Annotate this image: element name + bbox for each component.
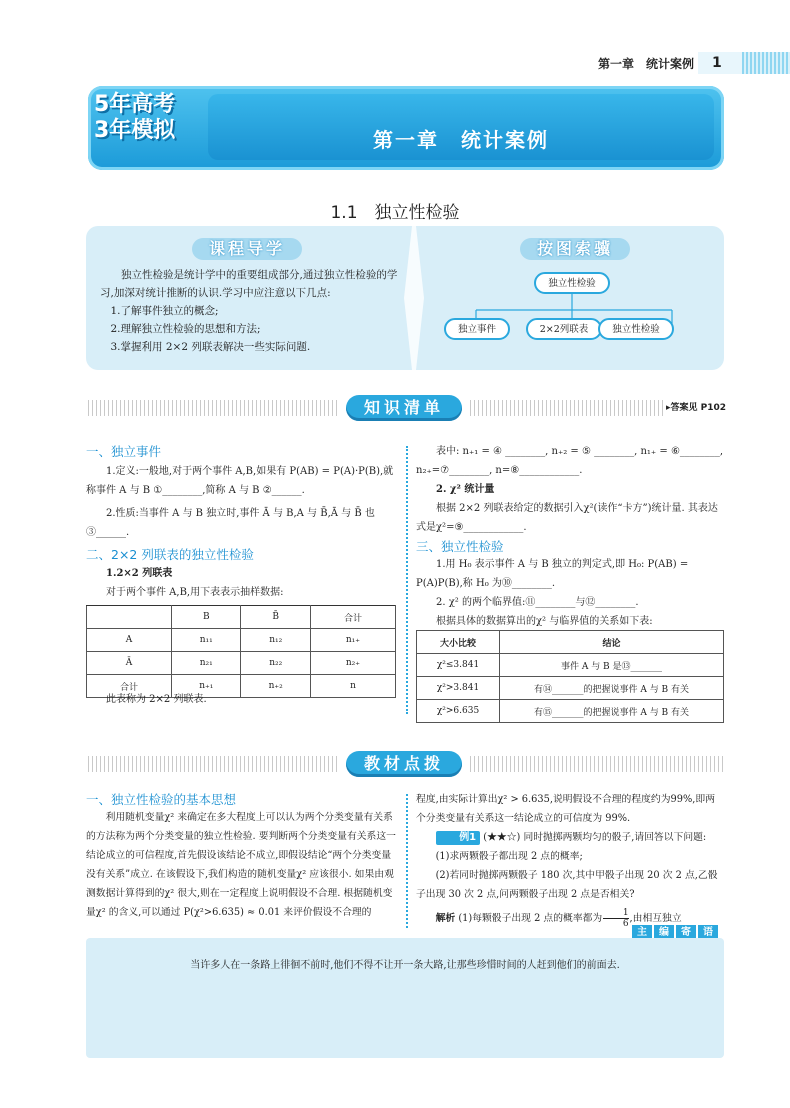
s2-p1: 对于两个事件 A,B,用下表表示抽样数据: xyxy=(106,587,284,598)
r-sub2: 2. χ² 统计量 xyxy=(436,484,495,495)
fraction-denominator: 6 xyxy=(622,919,629,929)
table-cell: n₂₁ xyxy=(172,652,241,675)
guide-point-3: 3.掌握利用 2×2 列联表解决一些实际问题. xyxy=(110,341,311,353)
table-cell: 结论 xyxy=(500,631,724,654)
guide-text xyxy=(100,266,400,356)
table-cell: 事件 A 与 B 是⑬_______ xyxy=(500,654,724,677)
header-stripe xyxy=(742,52,790,74)
section-title: 1.1 独立性检验 xyxy=(330,203,460,223)
table-cell: n₁₁ xyxy=(172,629,241,652)
table-cell: n₂₊ xyxy=(310,652,395,675)
analysis-text: (1)每颗骰子出现 2 点的概率都为 xyxy=(458,913,603,924)
stripe-right-2 xyxy=(470,756,724,772)
table-cell: n xyxy=(310,675,395,698)
page-number: 1 xyxy=(698,52,742,74)
table-row xyxy=(417,677,724,700)
example-q1: (1)求两颗骰子都出现 2 点的概率; xyxy=(435,851,583,862)
table-row xyxy=(417,700,724,723)
mindmap-child-3: 独立性检验 xyxy=(598,318,674,340)
quote-text: 当许多人在一条路上徘徊不前时,他们不得不让开一条大路,让那些珍惜时间的人赶到他们的前面去. xyxy=(190,960,620,971)
s1-heading: 一、独立事件 xyxy=(86,444,162,459)
column-divider xyxy=(406,446,408,714)
s1-p1: 1.定义:一般地,对于两个事件 A,B,如果有 P(AB) = P(A)·P(B),就称事件 A 与 B ①________,简称 A 与 B ②______. xyxy=(86,466,394,496)
quote-tag-char: 编 xyxy=(654,925,674,941)
quote-box xyxy=(86,938,724,1058)
s3-heading: 三、独立性检验 xyxy=(416,539,504,554)
running-header-chapter: 第一章 统计案例 xyxy=(597,57,694,71)
s3-body xyxy=(416,555,724,631)
s3-p2: 2. χ² 的两个临界值:⑪________与⑫________. xyxy=(436,597,639,608)
fraction-numerator: 1 xyxy=(603,908,628,919)
table-cell: χ²>6.635 xyxy=(417,700,500,723)
column-divider-2 xyxy=(406,794,408,928)
table-row xyxy=(87,652,396,675)
stripe-left xyxy=(88,400,340,416)
table-cell: n₁₊ xyxy=(310,629,395,652)
table-cell: 有⑭_______的把握说事件 A 与 B 有关 xyxy=(500,677,724,700)
logo-line1: 5年高考 xyxy=(94,92,176,117)
s2-body xyxy=(86,564,396,602)
example-q2: (2)若同时抛掷两颗骰子 180 次,其中甲骰子出现 20 次 2 点,乙骰子出现 30 次 2 点,问两颗骰子出现 2 点是否相关? xyxy=(416,870,718,900)
table-cell: n₁₂ xyxy=(241,629,310,652)
table-cell: A xyxy=(87,629,172,652)
guide-panel xyxy=(86,226,724,370)
quote-tag xyxy=(632,920,724,938)
logo-line2: 3年模拟 xyxy=(94,118,176,143)
guide-intro: 独立性检验是统计学中的重要组成部分,通过独立性检验的学习,加深对统计推断的认识.学习中应注意以下几点: xyxy=(100,269,398,299)
stripe-right xyxy=(470,400,666,416)
s3-p1: 1.用 H₀ 表示事件 A 与 B 独立的判定式,即 H₀: P(AB) = P(A)P(B),称 H₀ 为⑩________. xyxy=(416,559,689,589)
table-cell: n₊₁ xyxy=(172,675,241,698)
banner-inner xyxy=(208,94,714,160)
knowledge-title: 知识清单 xyxy=(346,395,462,421)
s1-body xyxy=(86,462,396,542)
guide-point-1: 1.了解事件独立的概念; xyxy=(110,305,219,317)
quote-tag-char: 语 xyxy=(698,925,718,941)
r-p2: 根据 2×2 列联表给定的数据引入χ²(读作“卡方”)统计量. 其表达式是χ²=⑨____________. xyxy=(416,503,718,533)
table-cell: 有⑮_______的把握说事件 A 与 B 有关 xyxy=(500,700,724,723)
tb-p2: 程度,由实际计算出χ² > 6.635,说明假设不合理的程度约为99%,即两个分类变量有关系这一结论成立的可信度为 99%. xyxy=(416,794,715,824)
table-row xyxy=(87,629,396,652)
table-cell: 合计 xyxy=(310,606,395,629)
mindmap-child-2: 2×2列联表 xyxy=(526,318,602,340)
table-cell: B̄ xyxy=(241,606,310,629)
chapter-banner xyxy=(88,86,724,170)
table-cell xyxy=(87,606,172,629)
guide-point-2: 2.理解独立性检验的思想和方法; xyxy=(110,323,261,335)
s3-p3: 根据具体的数据算出的χ² 与临界值的关系如下表: xyxy=(436,616,653,627)
brand-logo xyxy=(94,92,194,158)
example-stars: (★★☆) xyxy=(483,832,521,843)
table-row xyxy=(417,631,724,654)
r-p1: 表中: n₊₁ = ④ ________, n₊₂ = ⑤ ________, n₁₊ = ⑥________, n₂₊=⑦________, n=⑧____________. xyxy=(416,446,724,476)
example-text: 同时抛掷两颗均匀的骰子,请回答以下问题: xyxy=(523,832,707,843)
fraction xyxy=(603,908,628,929)
s2-note-wrap xyxy=(86,690,396,709)
guide-left-title: 课程导学 xyxy=(192,238,302,260)
s1-p2: 2.性质:当事件 A 与 B 独立时,事件 Ā 与 B,A 与 B̄,Ā 与 B̄ 也③______. xyxy=(86,508,375,538)
chapter-title: 第一章 统计案例 xyxy=(373,128,549,152)
mindmap-root: 独立性检验 xyxy=(534,272,610,294)
textbook-title: 教材点拨 xyxy=(346,751,462,777)
table-cell: 合计 xyxy=(87,675,172,698)
quote-tag-char: 寄 xyxy=(676,925,696,941)
tb-right-body xyxy=(416,790,724,929)
table-cell: 大小比较 xyxy=(417,631,500,654)
table-cell: χ²≤3.841 xyxy=(417,654,500,677)
table-cell: B xyxy=(172,606,241,629)
s2-sub: 1.2×2 列联表 xyxy=(106,568,173,579)
table-cell: n₊₂ xyxy=(241,675,310,698)
example-badge: 例1 xyxy=(436,831,481,845)
analysis-label: 解析 xyxy=(435,913,456,924)
analysis-tail: ,由相互独立 xyxy=(629,913,682,924)
tb-h1: 一、独立性检验的基本思想 xyxy=(86,792,237,807)
right-col-body xyxy=(416,442,724,537)
table-cell: χ²>3.841 xyxy=(417,677,500,700)
table-cell: Ā xyxy=(87,652,172,675)
contingency-table xyxy=(86,605,396,698)
quote-tag-char: 主 xyxy=(632,925,652,941)
table-cell: n₂₂ xyxy=(241,652,310,675)
tb-p1: 利用随机变量χ² 来确定在多大程度上可以认为两个分类变量有关系的方法称为两个分类变量的独立性检验. 要判断两个分类变量有关系这一结论成立的可信程度,首先假设该结论不成立,即假设结论“两个分类变量没有关系”成立. 在该假设下,我们构造的随机变量χ² 应该很小. 如果由观测数据计算得到的χ² 很大,则在一定程度上说明假设不合理. 根据随机变量χ² 的含义,可以通过 P(χ²>6.635) ≈ 0.01 来评价假设不合理的 xyxy=(86,812,396,918)
s2-heading: 二、2×2 列联表的独立性检验 xyxy=(86,547,254,562)
mindmap-child-1: 独立事件 xyxy=(444,318,510,340)
table-row xyxy=(417,654,724,677)
guide-right-title: 按图索骥 xyxy=(520,238,630,260)
running-header xyxy=(0,50,790,76)
critical-value-table xyxy=(416,630,724,723)
table-row xyxy=(87,606,396,629)
answer-ref: ▸答案见 P102 xyxy=(666,403,727,413)
stripe-left-2 xyxy=(88,756,340,772)
s2-note: 此表称为 2×2 列联表. xyxy=(106,694,207,705)
tb-left-body xyxy=(86,808,396,922)
